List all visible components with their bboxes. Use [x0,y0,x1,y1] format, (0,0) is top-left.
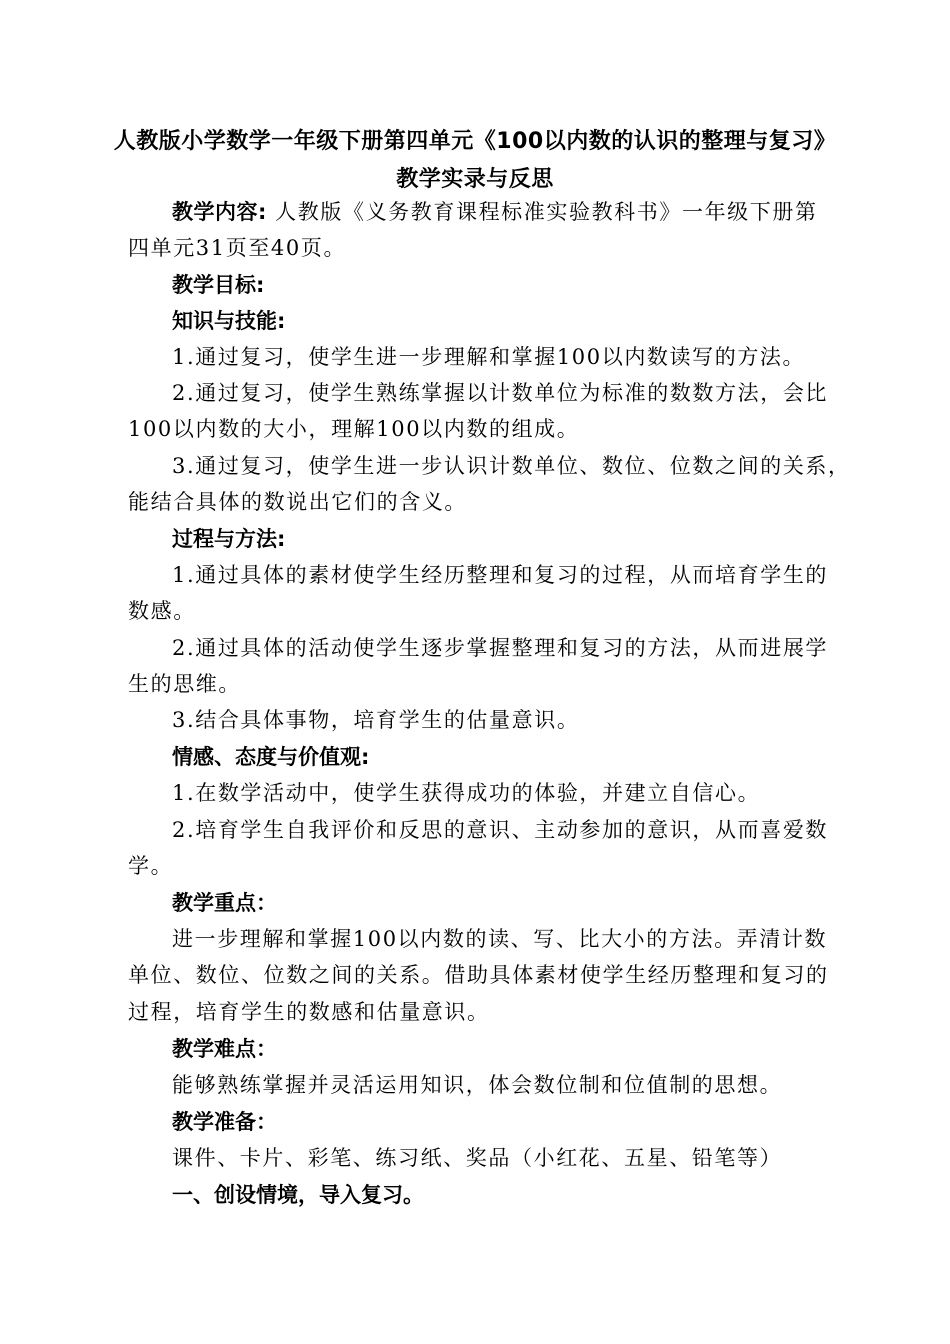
emotion-item-2-line1: 2.培育学生自我评价和反思的意识、主动参加的意识，从而喜爱数 [172,818,829,842]
knowledge-skills-heading: 知识与技能: [172,309,286,333]
teaching-content-label: 教学内容: [172,200,267,224]
knowledge-item-3-line2: 能结合具体的数说出它们的含义。 [128,490,467,514]
knowledge-item-2-line1: 2.通过复习，使学生熟练掌握以计数单位为标准的数数方法，会比 [172,381,829,405]
teaching-difficulty-heading: 教学难点： [172,1037,277,1061]
emotion-values-heading: 情感、态度与价值观: [172,745,370,769]
teaching-difficulty-text: 能够熟练掌握并灵活运用知识，体会数位制和位值制的思想。 [172,1073,783,1097]
process-item-3: 3.结合具体事物，培育学生的估量意识。 [172,708,580,732]
teaching-key-line1: 进一步理解和掌握100以内数的读、写、比大小的方法。弄清计数 [172,927,828,951]
teaching-content-text-cont: 四单元31页至40页。 [128,236,347,260]
teaching-prep-heading: 教学准备： [172,1110,277,1134]
document-title-line1: 人教版小学数学一年级下册第四单元《100以内数的认识的整理与复习》 [113,129,837,154]
teaching-key-line3: 过程，培育学生的数感和估量意识。 [128,1000,490,1024]
knowledge-item-2-line2: 100以内数的大小，理解100以内数的组成。 [128,417,580,441]
teaching-key-line2: 单位、数位、位数之间的关系。借助具体素材使学生经历整理和复习的 [128,963,829,987]
knowledge-item-3-line1: 3.通过复习，使学生进一步认识计数单位、数位、位数之间的关系， [172,454,851,478]
emotion-item-2-line2: 学。 [128,854,174,878]
process-item-1-line1: 1.通过具体的素材使学生经历整理和复习的过程，从而培育学生的 [172,563,829,587]
process-item-2-line2: 生的思维。 [128,672,241,696]
emotion-item-1: 1.在数学活动中，使学生获得成功的体验，并建立自信心。 [172,781,761,805]
teaching-prep-text: 课件、卡片、彩笔、练习纸、奖品（小红花、五星、铅笔等） [172,1146,783,1170]
section-1-heading: 一、创设情境，导入复习。 [172,1183,424,1207]
teaching-key-heading: 教学重点： [172,891,277,915]
teaching-content-text: 人教版《义务教育课程标准实验教科书》一年级下册第 [266,200,818,224]
teaching-goals-heading: 教学目标: [172,273,265,297]
process-item-1-line2: 数感。 [128,599,196,623]
process-method-heading: 过程与方法: [172,527,286,551]
teaching-content-paragraph [172,197,850,227]
knowledge-item-1: 1.通过复习，使学生进一步理解和掌握100以内数读写的方法。 [172,345,806,369]
document-title-line2: 教学实录与反思 [396,167,554,192]
process-item-2-line1: 2.通过具体的活动使学生逐步掌握整理和复习的方法，从而进展学 [172,636,829,660]
